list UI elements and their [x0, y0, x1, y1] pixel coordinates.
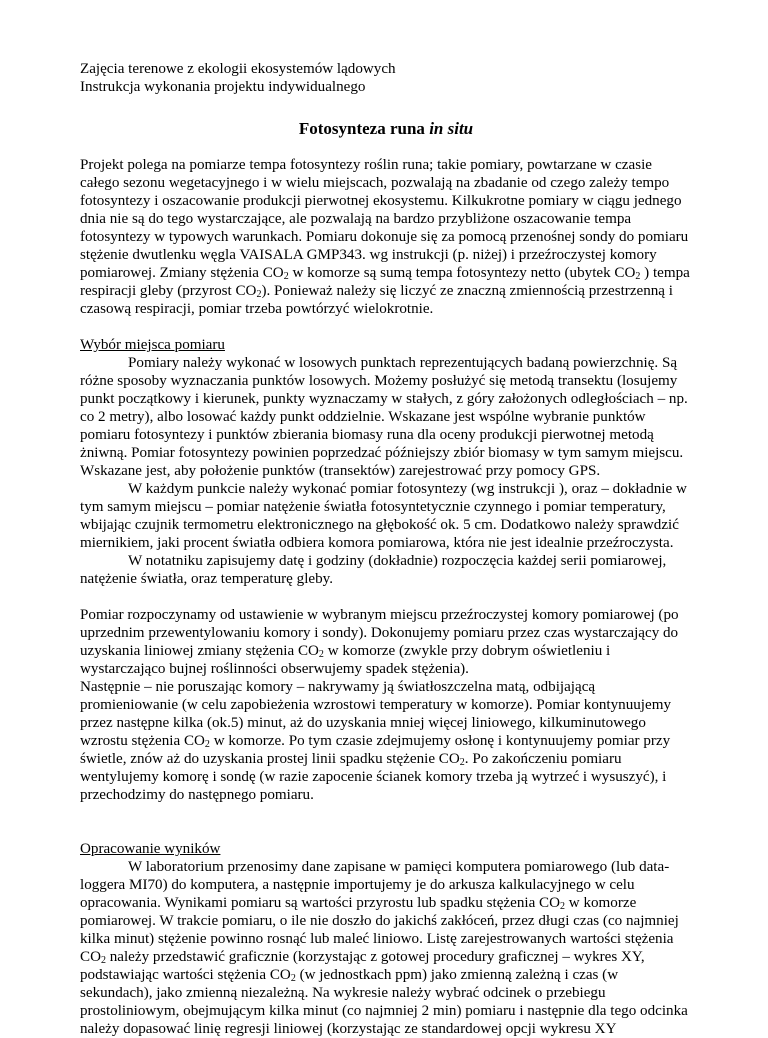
site-selection-paragraph-2: W każdym punkcie należy wykonać pomiar fotosyntezy (wg instrukcji ), oraz – dokładnie w tym samym miejscu – pomiar natężenie światła fotosyntetycznie czynnego i pomiar temperatury, wbijając czujnik termometru elektronicznego na głębokość ok. 5 cm. Dodatkowo należy sprawdzić miernikiem, jaki procent światła odbiera komora pomiarowa, która nie jest idealnie przeźroczysta.	[80, 481, 687, 551]
results-paragraph-1: W laboratorium przenosimy dane zapisane w pamięci komputera pomiarowego (lub data-loggera MI70) do komputera, a następnie importujemy je do arkusza kalkulacyjnego w celu opracowania. Wynikami pomiaru są wartości przyrostu lub spadku stężenia $CO_2$ w komorze pomiarowej. W trakcie pomiaru, o ile nie doszło do jakichś zakłóceń, przez długi czas (co najmniej kilka minut) stężenie powinno rosnąć lub maleć liniowo. Listę zarejestrowanych wartości stężenia $CO_2$ należy przedstawić graficznie (korzystając z gotowej procedury graficznej – wykres XY, podstawiając wartości stężenia $CO_2$ (w jednostkach ppm) jako zmienną zależną i czas (w sekundach), jako zmienną niezależną. Na wykresie należy wybrać odcinek o przebiegu prostoliniowym, obejmującym kilka minut (co najmniej 2 min) pomiaru i następnie dla tego odcinka należy dopasować linię regresji liniowej (korzystając ze standardowej opcji wykresu XY	[80, 859, 688, 1037]
title-italic: in situ	[429, 119, 474, 138]
site-selection-paragraph-1: Pomiary należy wykonać w losowych punktach reprezentujących badaną powierzchnię. Są różne sposoby wyznaczania punktów losowych. Możemy posłużyć się metodą transektu (losujemy punkt początkowy i kierunek, punkty wyznaczamy w stałych, z góry założonych odległościach – np. co 2 metry), albo losować każdy punkt oddzielnie. Wskazane jest wspólne wybranie punktów pomiaru fotosyntezy i punktów zbierania biomasy runa dla oceny produkcji pierwotnej metodą żniwną. Pomiar fotosyntezy powinien poprzedzać późniejszy zbiór biomasy w tym samym miejscu. Wskazane jest, aby położenie punktów (transektów) zarejestrować przy pomocy GPS.	[80, 355, 688, 479]
site-selection-paragraph-3: W notatniku zapisujemy datę i godziny (dokładnie) rozpoczęcia każdej serii pomiarowej, natężenie światła, oraz temperaturę gleby.	[80, 553, 667, 587]
title-main: Fotosynteza runa	[298, 119, 430, 138]
measurement-paragraph-2: Następnie – nie poruszając komory – nakrywamy ją światłoszczelna matą, odbijającą promieniowanie (w celu zapobieżenia wzrostowi temperatury w komorze). Pomiar kontynuujemy przez następne kilka (ok.5) minut, aż do uzyskania mniej więcej liniowego, kilkuminutowego wzrostu stężenia $CO_2$ w komorze. Po tym czasie zdejmujemy osłonę i kontynuujemy pomiar przy świetle, znów aż do uzyskania prostej linii spadku stężenie $CO_2$. Po zakończeniu pomiaru wentylujemy komorę i sondę (w razie zapocenie ścianek komory trzeba ją wytrzeć i wysuszyć), i przechodzimy do następnego pomiaru.	[80, 679, 671, 803]
measurement-paragraph-1: Pomiar rozpoczynamy od ustawienie w wybranym miejscu przeźroczystej komory pomiarowej (po uprzednim przewentylowaniu komory i sondy). Dokonujemy pomiaru przez czas wystarczający do uzyskania liniowej zmiany stężenia $CO_2$ w komorze (zwykle przy dobrym oświetleniu i wystarczająco bujnej roślinności obserwujemy spadek stężenia).	[80, 607, 679, 677]
page-title	[80, 119, 692, 139]
section-heading-results: Opracowanie wyników	[80, 841, 221, 857]
document-page	[80, 60, 692, 1038]
course-title: Zajęcia terenowe z ekologii ekosystemów lądowych	[80, 61, 396, 77]
document-subtitle: Instrukcja wykonania projektu indywidualnego	[80, 79, 366, 95]
section-heading-site-selection: Wybór miejsca pomiaru	[80, 337, 225, 353]
intro-paragraph: Projekt polega na pomiarze tempa fotosyntezy roślin runa; takie pomiary, powtarzane w czasie całego sezonu wegetacyjnego i w wielu miejscach, pozwalają na zbadanie od czego zależy tempo fotosyntezy i oszacowanie produkcji pierwotnej ekosystemu. Kilkukrotne pomiary w ciągu jednego dnia nie są do tego wystarczające, ale pozwalają na bardzo przybliżone oszacowanie tempa fotosyntezy w typowych warunkach. Pomiaru dokonuje się za pomocą przenośnej sondy do pomiaru stężenie dwutlenku węgla VAISALA GMP343. wg instrukcji (p. niżej) i przeźroczystej komory pomiarowej. Zmiany stężenia $CO_2$ w komorze są sumą tempa fotosyntezy netto (ubytek $CO_2$ ) tempa respiracji gleby (przyrost $CO_2$). Ponieważ należy się liczyć ze znaczną zmiennością przestrzenną i czasową respiracji, pomiar trzeba powtórzyć wielokrotnie.	[80, 157, 690, 317]
